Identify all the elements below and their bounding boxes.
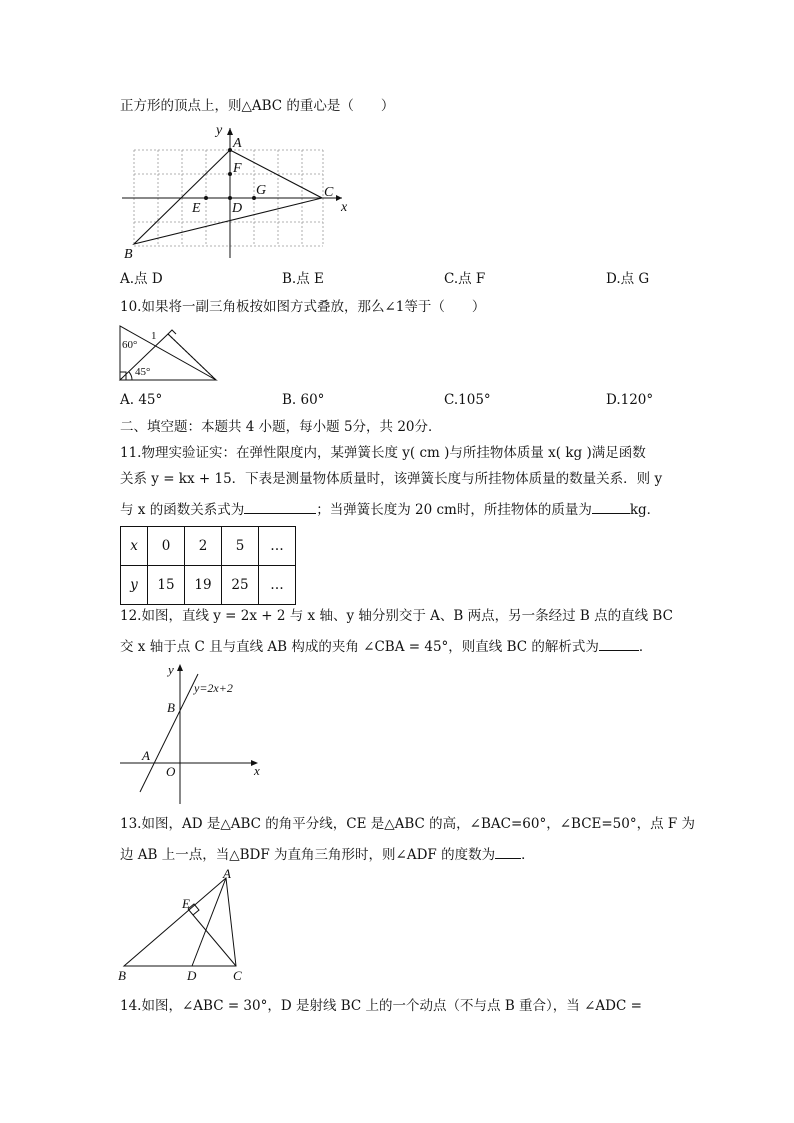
q12-label-x: x	[254, 763, 260, 778]
q13-line2-end: ．	[521, 847, 535, 863]
q13-label-c: C	[233, 968, 242, 983]
q9-label-a: A	[233, 136, 242, 151]
y-axis-arrow-icon	[177, 664, 183, 671]
q11-line3-b: ；当弹簧长度为 20 cm时，所挂物体的质量为	[316, 502, 592, 518]
q10-stem: 10.如果将一副三角板按如图方式叠放，那么∠1等于（ ）	[120, 299, 486, 315]
q14-line1: 14.如图，∠ABC = 30°，D 是射线 BC 上的一个动点（不与点 B 重合），当 ∠ADC =	[120, 998, 642, 1014]
q11-blank-1[interactable]	[244, 499, 316, 514]
q9-label-b: B	[124, 247, 133, 262]
q11-line3-c: kg．	[629, 502, 661, 518]
q12-line2	[120, 636, 652, 656]
q10-angle-45: 45°	[135, 366, 151, 378]
q13-label-b: B	[118, 968, 126, 983]
q13-label-a: A	[223, 866, 231, 881]
q12-figure	[118, 660, 268, 806]
q11-line1: 11.物理实验证实：在弹性限度内，某弹簧长度 y( cm )与所挂物体质量 x( kg )满足函数	[120, 445, 646, 461]
table-cell: 15	[148, 566, 185, 605]
q10-option-b: B. 60°	[282, 392, 325, 408]
q12-label-a: A	[142, 748, 150, 763]
table-cell: 5	[222, 527, 259, 566]
q10-option-d: D.120°	[606, 392, 654, 408]
q9-triangle	[134, 150, 322, 244]
section-heading: 二、填空题：本题共 4 小题，每小题 5分，共 20分．	[120, 419, 442, 435]
q12-line2-end: ．	[638, 639, 653, 655]
q12-line2-text: 交 x 轴于点 C 且与直线 AB 构成的夹角 ∠CBA = 45°，则直线 BC 的解析式为	[120, 639, 599, 655]
q13-figure	[116, 866, 252, 986]
q10-option-a: A. 45°	[120, 392, 163, 408]
q9-label-y: y	[216, 123, 223, 138]
q13-line1: 13.如图，AD 是△ABC 的角平分线，CE 是△ABC 的高，∠BAC=60°，∠BCE=50°，点 F 为	[120, 816, 696, 832]
table-cell: 2	[185, 527, 222, 566]
q11-table	[120, 526, 296, 605]
q9-label-g: G	[256, 183, 267, 198]
q10-option-c: C.105°	[444, 392, 491, 408]
q13-line2-text: 边 AB 上一点，当△BDF 为直角三角形时，则∠ADF 的度数为	[120, 847, 496, 863]
q9-option-d: D.点 G	[606, 271, 650, 287]
q13-label-e: E	[182, 896, 190, 911]
q10-angle-1: 1	[151, 330, 157, 342]
q12-label-equation: y=2x+2	[194, 681, 233, 695]
q9-option-c: C.点 F	[444, 271, 486, 287]
q11-line3-a: 与 x 的函数关系式为	[120, 502, 245, 518]
q9-label-d: D	[232, 201, 243, 216]
table-cell: x	[121, 527, 148, 566]
q9-option-b: B.点 E	[282, 271, 324, 287]
q11-line3	[120, 499, 660, 519]
q11-blank-2[interactable]	[592, 499, 630, 514]
table-cell: y	[121, 566, 148, 605]
q12-blank[interactable]	[599, 636, 639, 651]
q12-label-o: O	[166, 764, 176, 779]
q9-label-e: E	[192, 201, 201, 216]
q9-label-x: x	[341, 200, 348, 215]
y-axis-arrow-icon	[227, 128, 233, 135]
right-angle-mark	[168, 330, 176, 334]
table-cell: 25	[222, 566, 259, 605]
q13-blank[interactable]	[495, 844, 521, 859]
table-row	[121, 527, 296, 566]
q12-label-y: y	[168, 662, 174, 677]
bisector-ad	[192, 878, 226, 966]
table-cell: …	[259, 527, 296, 566]
q12-label-b: B	[167, 700, 175, 715]
q13-label-d: D	[187, 968, 197, 983]
table-cell: 0	[148, 527, 185, 566]
q12-line1: 12.如图，直线 y = 2x + 2 与 x 轴、y 轴分别交于 A、B 两点，另一条经过 B 点的直线 BC	[120, 608, 673, 624]
q9-figure	[118, 122, 358, 262]
table-row	[121, 566, 296, 605]
q9-label-c: C	[324, 185, 334, 200]
q13-line2	[120, 844, 535, 864]
table-cell: 19	[185, 566, 222, 605]
q11-line2: 关系 y = kx + 15．下表是测量物体质量时，该弹簧长度与所挂物体质量的数量关系．则 y	[120, 471, 663, 487]
q9-option-a: A.点 D	[120, 271, 163, 287]
q9-stem: 正方形的顶点上，则△ABC 的重心是（ ）	[120, 98, 395, 114]
q9-label-f: F	[233, 161, 242, 176]
triangle-abc	[124, 878, 236, 966]
q10-figure	[118, 324, 222, 384]
table-cell: …	[259, 566, 296, 605]
q10-angle-60: 60°	[122, 339, 138, 351]
